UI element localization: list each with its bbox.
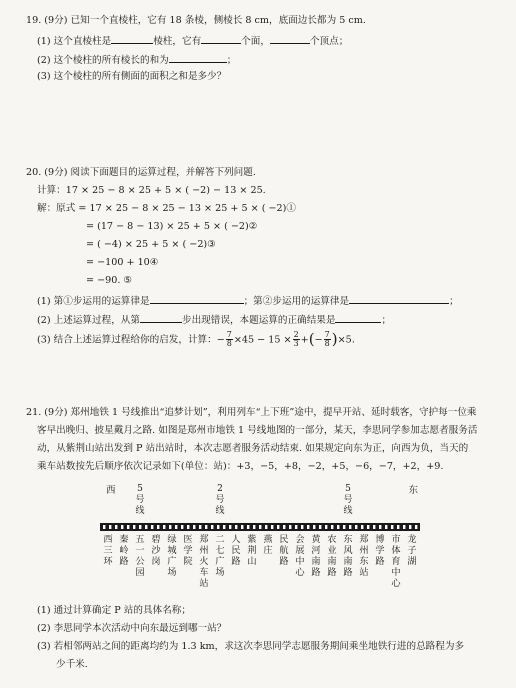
metro-station: 绿城广场 <box>167 534 177 578</box>
metro-station: 紫荆山 <box>247 534 257 567</box>
q20-step4: = −100 + 10④ <box>86 257 159 268</box>
answer-blank[interactable] <box>335 313 381 323</box>
track-sleeper <box>379 525 381 529</box>
q21-part1: (1) 通过计算确定 P 站的具体名称； <box>37 605 191 616</box>
metro-station: 郑州东站 <box>359 534 369 578</box>
fraction: $\frac{7}{8}$ <box>324 329 330 349</box>
track-sleeper <box>271 525 273 529</box>
q21-part2: (2) 李思同学本次活动中向东最远到哪一站？ <box>37 623 227 634</box>
q19-part3: (3) 这个棱柱的所有侧面的面积之和是多少？ <box>37 71 227 82</box>
metro-station: 二七广场 <box>215 534 225 578</box>
track-sleeper <box>277 525 279 529</box>
track-sleeper <box>193 525 195 529</box>
answer-blank[interactable] <box>270 34 310 44</box>
track-sleeper <box>403 525 405 529</box>
metro-station: 博学路 <box>375 534 385 567</box>
direction-east: 东 <box>408 485 418 496</box>
track-sleeper <box>169 525 171 529</box>
track-sleeper <box>343 525 345 529</box>
q19-stem: 19. (9分) 已知一个直棱柱，它有 18 条棱，侧棱长 8 cm，底面边长都为 5 cm. <box>26 15 366 26</box>
track-sleeper <box>115 525 117 529</box>
track-sleeper <box>253 525 255 529</box>
q20-step2: = (17 − 8 − 13) × 25 + 5 × ( −2)② <box>86 221 258 232</box>
track-sleeper <box>331 525 333 529</box>
q19-part1: (1) 这个直棱柱是 棱柱，它有 个面， 个顶点； <box>37 36 349 47</box>
metro-station: 燕庄 <box>263 534 273 556</box>
track-sleeper <box>217 525 219 529</box>
track-sleeper <box>319 525 321 529</box>
track-sleeper <box>199 525 201 529</box>
track-sleeper <box>133 525 135 529</box>
track-sleeper <box>409 525 411 529</box>
metro-station: 碧沙岗 <box>151 534 161 567</box>
track-sleeper <box>223 525 225 529</box>
q20-calc: 计算：17 × 25 − 8 × 25 + 5 × ( −2) − 13 × 25. <box>37 185 266 196</box>
metro-station: 会展中心 <box>295 534 305 578</box>
track-sleeper <box>355 525 357 529</box>
track-sleeper <box>109 525 111 529</box>
metro-station: 医学院 <box>183 534 193 567</box>
metro-station: 民航路 <box>279 534 289 567</box>
q19-part2: (2) 这个棱柱的所有棱长的和为 ； <box>37 55 237 66</box>
track-sleeper <box>247 525 249 529</box>
metro-station: 市体育中心 <box>391 534 401 589</box>
answer-blank[interactable] <box>201 34 241 44</box>
track-sleeper <box>301 525 303 529</box>
track-sleeper <box>139 525 141 529</box>
q20-stem: 20. (9分) 阅读下面题目的运算过程，并解答下列问题. <box>26 167 256 178</box>
track-sleeper <box>175 525 177 529</box>
track-sleeper <box>349 525 351 529</box>
track-sleeper <box>295 525 297 529</box>
track-sleeper <box>307 525 309 529</box>
track-sleeper <box>367 525 369 529</box>
track-sleeper <box>361 525 363 529</box>
metro-line-1-map <box>100 484 420 604</box>
track-sleeper <box>313 525 315 529</box>
track-sleeper <box>283 525 285 529</box>
track-sleeper <box>391 525 393 529</box>
answer-blank[interactable] <box>349 294 449 304</box>
track-sleeper <box>373 525 375 529</box>
q21-stem-1: 21. (9分) 郑州地铁 1 号线推出“追梦计划”，利用列车“上下班”途中，提早开站、延时载客，守护每一位乘 <box>26 407 477 418</box>
track-sleeper <box>121 525 123 529</box>
q21-stem-3: 动，从紫荆山站出发到 P 站出站时，本次志愿者服务活动结束. 如果规定向东为正，向西为负，当天的 <box>37 443 469 454</box>
answer-blank[interactable] <box>111 34 153 44</box>
track-sleeper <box>325 525 327 529</box>
track-sleeper <box>181 525 183 529</box>
transfer-line-label: 2 号 线 <box>215 484 225 516</box>
track-sleeper <box>151 525 153 529</box>
track-sleeper <box>187 525 189 529</box>
answer-blank[interactable] <box>140 313 182 323</box>
metro-station: 东风南路 <box>343 534 353 578</box>
answer-blank[interactable] <box>169 53 227 63</box>
metro-station: 五一公园 <box>135 534 145 578</box>
track-sleeper <box>337 525 339 529</box>
track-sleeper <box>415 525 417 529</box>
q21-stem-4: 乘车站数按先后顺序依次记录如下(单位：站)：+3，−5，+8，−2，+5，−6，−7，+2，+9. <box>37 461 444 472</box>
track-sleeper <box>205 525 207 529</box>
track-sleeper <box>289 525 291 529</box>
track-sleeper <box>211 525 213 529</box>
q20-part3: (3) 结合上述运算过程给你的启发，计算：− $\frac{7}{8}$ ×45 − 15 × $\frac{2}{3}$ +(− $\frac{7}{8}$ )×5. <box>37 329 355 349</box>
q21-part3: (3) 若相邻两站之间的距离均约为 1.3 km，求这次李思同学志愿服务期间乘坐地铁行进的总路程为多 <box>37 641 465 652</box>
track-sleeper <box>241 525 243 529</box>
transfer-line-label: 5 号 线 <box>135 484 145 516</box>
metro-station: 人民路 <box>231 534 241 567</box>
track-sleeper <box>385 525 387 529</box>
q21-part3-cont: 少千米. <box>56 659 88 670</box>
track-sleeper <box>235 525 237 529</box>
answer-blank[interactable] <box>150 294 244 304</box>
track-sleeper <box>259 525 261 529</box>
metro-track <box>100 522 420 534</box>
track-sleeper <box>103 525 105 529</box>
q20-part2: (2) 上述运算过程，从第 步出现错误，本题运算的正确结果是 ； <box>37 315 392 326</box>
metro-station: 龙子湖 <box>407 534 417 567</box>
metro-station: 黄河南路 <box>311 534 321 578</box>
q20-step1: 解：原式 = 17 × 25 − 8 × 25 − 13 × 25 + 5 × ( −2)① <box>37 203 296 214</box>
track-sleeper <box>229 525 231 529</box>
q21-stem-2: 客早出晚归、披星戴月之路. 如图是郑州市地铁 1 号线地图的一部分，某天，李思同学参加志愿者服务活 <box>37 425 478 436</box>
track-sleeper <box>145 525 147 529</box>
fraction: $\frac{7}{8}$ <box>226 329 232 349</box>
metro-station: 西三环 <box>103 534 113 567</box>
direction-west: 西 <box>106 485 116 496</box>
fraction: $\frac{2}{3}$ <box>293 329 299 349</box>
q20-step3: = ( −4) × 25 + 5 × ( −2)③ <box>86 239 216 250</box>
q20-part1: (1) 第①步运用的运算律是 ；第②步运用的运算律是 ； <box>37 296 459 307</box>
track-sleeper <box>265 525 267 529</box>
track-sleeper <box>157 525 159 529</box>
q20-step5: = −90. ⑤ <box>86 275 133 286</box>
metro-station: 秦岭路 <box>119 534 129 567</box>
track-sleeper <box>163 525 165 529</box>
metro-station: 郑州火车站 <box>199 534 209 589</box>
track-sleeper <box>397 525 399 529</box>
metro-station: 农业南路 <box>327 534 337 578</box>
transfer-line-label: 5 号 线 <box>343 484 353 516</box>
track-sleeper <box>127 525 129 529</box>
